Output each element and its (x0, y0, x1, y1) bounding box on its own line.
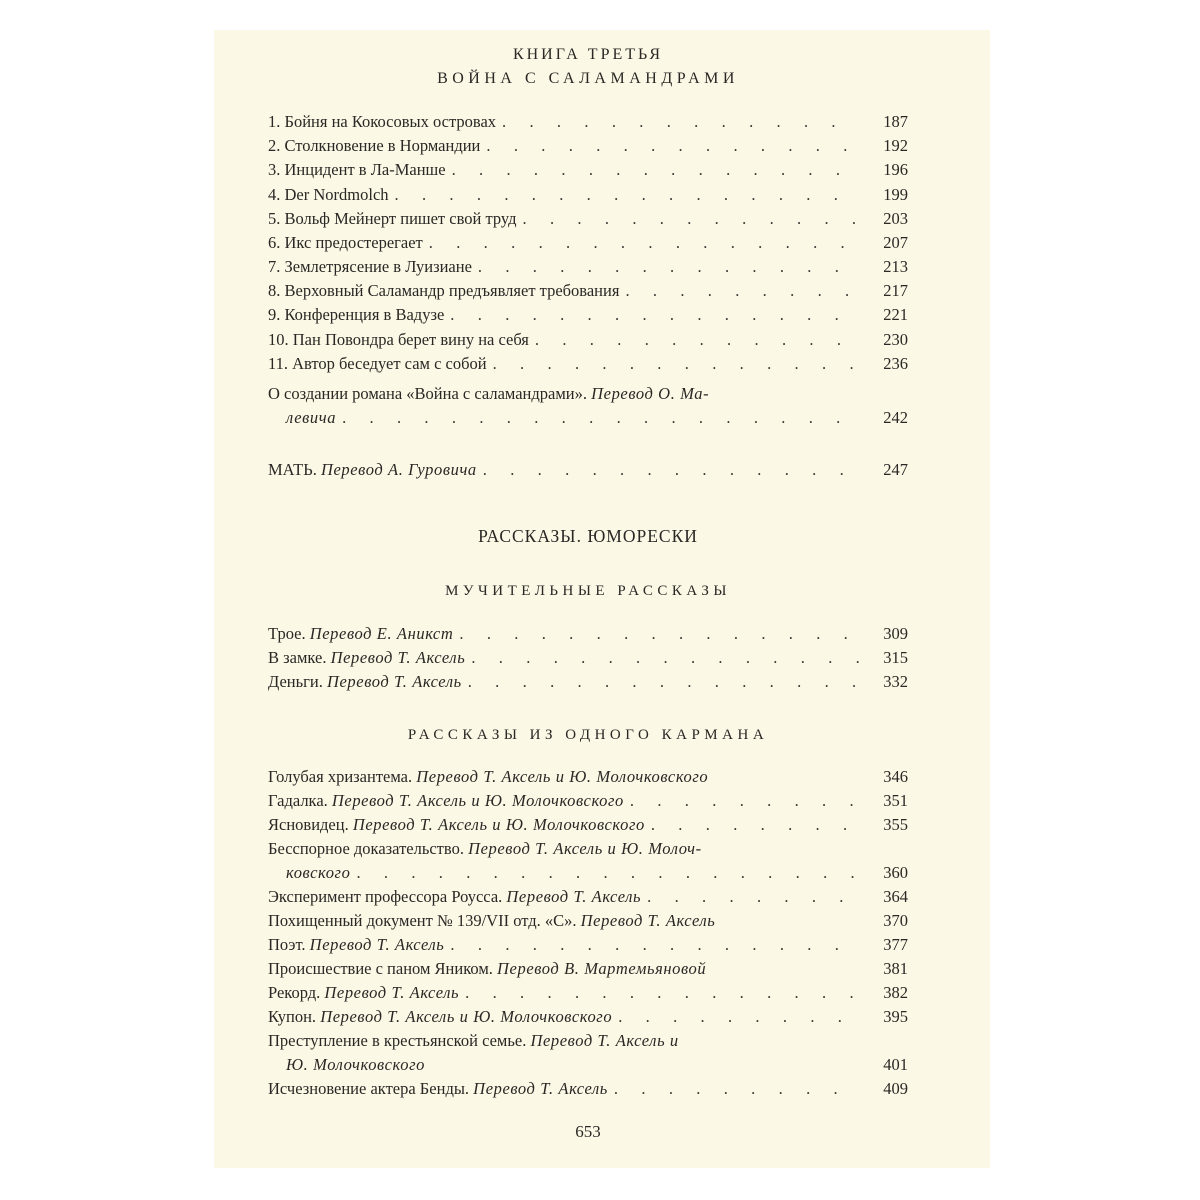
toc-row (268, 646, 908, 670)
leader-dots (446, 158, 860, 182)
chapter-list (268, 110, 908, 376)
toc-row (268, 304, 908, 328)
toc-row (268, 352, 908, 376)
page-number: 401 (883, 1055, 908, 1074)
leader-dots (477, 458, 860, 482)
toc-entry-title: МАТЬ. (268, 459, 317, 479)
toc-row (268, 933, 908, 957)
toc-entry-title: Похищенный документ № 139/VII отд. «С». (268, 911, 577, 930)
toc-row (268, 670, 908, 694)
toc-entry-line (268, 1029, 908, 1053)
leader-dots (423, 231, 860, 255)
page-number: 377 (883, 935, 908, 954)
toc-entry-title: Происшествие с паном Яником. (268, 959, 493, 978)
leader-dots (336, 406, 860, 430)
toc-row (268, 789, 908, 813)
toc-row (268, 1077, 908, 1101)
toc-row (268, 134, 908, 158)
toc-entry-title: 3. Инцидент в Ла-Манше (268, 160, 446, 180)
leader-dots (444, 303, 860, 327)
page-number: 381 (883, 959, 908, 978)
page-number: 370 (883, 911, 908, 930)
page-number: 309 (883, 623, 908, 643)
page-number: 247 (883, 459, 908, 479)
page-number: 360 (883, 863, 908, 882)
leader-dots (517, 207, 860, 231)
translator-credit: Перевод Т. Аксель и Ю. Молочковского (331, 791, 624, 810)
page-number: 242 (883, 408, 908, 428)
toc-row (268, 328, 908, 352)
toc-entry-title: 5. Вольф Мейнерт пишет свой труд (268, 208, 517, 228)
leader-dots (496, 110, 860, 134)
toc-entry-title: Эксперимент профессора Роусса. (268, 887, 503, 906)
translator-credit: Перевод Т. Аксель (506, 887, 642, 906)
mother-entry (268, 458, 908, 482)
toc-row (268, 861, 908, 885)
toc-row (268, 909, 908, 933)
translator-credit: Перевод Т. Аксель и Ю. Молочковского (320, 1007, 613, 1026)
leader-dots (453, 622, 860, 646)
leader-dots (487, 352, 860, 376)
page-number: 207 (883, 232, 908, 252)
translator-credit: Перевод О. Ма- (591, 384, 710, 403)
page-number: 409 (883, 1079, 908, 1098)
toc-entry-title: В замке. (268, 648, 327, 668)
toc-row (268, 622, 908, 646)
leader-dots (619, 279, 860, 303)
translator-credit: Перевод Т. Аксель (330, 648, 466, 668)
leader-dots (612, 1005, 860, 1029)
toc-row (268, 406, 908, 430)
leader-dots (350, 861, 860, 885)
toc-entry-title: 11. Автор беседует сам с собой (268, 353, 487, 373)
toc-entry-title: Трое. (268, 623, 306, 643)
leader-dots (645, 813, 860, 837)
toc-entry-title: 7. Землетрясение в Луизиане (268, 257, 472, 277)
toc-row (268, 765, 908, 789)
pocket-stories-list (268, 765, 908, 1101)
page-number: 217 (883, 281, 908, 301)
toc-row (268, 885, 908, 909)
page-number: 221 (883, 305, 908, 325)
toc-row (268, 279, 908, 303)
toc-row (268, 458, 908, 482)
toc-row (268, 1053, 908, 1077)
book-three-heading: КНИГА ТРЕТЬЯ (512, 46, 664, 63)
leader-dots (462, 670, 860, 694)
toc-entry-title: О создании романа «Война с саламандрами». (268, 384, 587, 403)
toc-entry-title: Голубая хризантема. (268, 767, 413, 786)
page-number: 199 (883, 184, 908, 204)
toc-entry-line (268, 382, 908, 406)
translator-credit: Перевод Т. Аксель и Ю. Молочковского (352, 815, 645, 834)
leader-dots (465, 646, 860, 670)
toc-row (268, 158, 908, 182)
page-number: 187 (883, 111, 908, 131)
toc-entry-title: 4. Der Nordmolch (268, 184, 389, 204)
toc-entry-title: Бесспорное доказательство. (268, 839, 464, 858)
translator-credit: Ю. Молочковского (286, 1055, 425, 1074)
toc-entry-title: Ясновидец. (268, 815, 349, 834)
translator-credit: Перевод Т. Аксель (580, 911, 716, 930)
leader-dots (459, 981, 860, 1005)
toc-row (268, 981, 908, 1005)
translator-credit: Перевод А. Гуровича (320, 459, 477, 479)
toc-row (268, 957, 908, 981)
page-number: 196 (883, 160, 908, 180)
translator-credit: Перевод Т. Аксель (309, 935, 445, 954)
toc-entry-title: 9. Конференция в Вадузе (268, 305, 445, 325)
leader-dots (444, 933, 860, 957)
page-number: 315 (883, 648, 908, 668)
toc-entry-title: Рекорд. (268, 983, 321, 1002)
toc-entry-title: Деньги. (268, 672, 323, 692)
toc-entry-title: 2. Столкновение в Нормандии (268, 136, 481, 156)
toc-entry-title: Гадалка. (268, 791, 328, 810)
toc-entry-title: Купон. (268, 1007, 317, 1026)
toc-row (268, 183, 908, 207)
stories-section-heading: РАССКАЗЫ. ЮМОРЕСКИ (478, 526, 698, 546)
page-number: 395 (883, 1007, 908, 1026)
page-number: 382 (883, 983, 908, 1002)
toc-row (268, 1005, 908, 1029)
toc-row (268, 813, 908, 837)
leader-dots (480, 134, 860, 158)
leader-dots (608, 1077, 860, 1101)
page-number: 236 (883, 353, 908, 373)
toc-row (268, 110, 908, 134)
page-number: 351 (883, 791, 908, 810)
page-number: 332 (883, 672, 908, 692)
toc-entry-title: Преступление в крестьянской семье. (268, 1031, 527, 1050)
translator-credit: Перевод Т. Аксель и Ю. Молочковского (416, 767, 709, 786)
toc-entry-title: Исчезновение актера Бенды. (268, 1079, 470, 1098)
toc-entry-title: Поэт. (268, 935, 306, 954)
translator-credit: Перевод Е. Аникст (309, 623, 454, 643)
page-number: 192 (883, 136, 908, 156)
translator-credit: Перевод Т. Аксель и (530, 1031, 679, 1050)
page-number: 230 (883, 329, 908, 349)
toc-entry-title: 10. Пан Повондра берет вину на себя (268, 329, 529, 349)
translator-credit: Перевод Т. Аксель (326, 672, 462, 692)
painful-stories-heading: МУЧИТЕЛЬНЫЕ РАССКАЗЫ (445, 583, 731, 599)
page-number: 346 (883, 767, 908, 786)
painful-stories-list (268, 622, 908, 695)
page-folio-number: 653 (575, 1122, 601, 1141)
leader-dots (389, 183, 860, 207)
toc-entry-title: 6. Икс предостерегает (268, 232, 423, 252)
translator-credit: Перевод В. Мартемьяновой (497, 959, 707, 978)
toc-entry-title: 1. Бойня на Кокосовых островах (268, 111, 497, 131)
page-number: 355 (883, 815, 908, 834)
leader-dots (472, 255, 860, 279)
translator-credit: Перевод Т. Аксель (324, 983, 460, 1002)
toc-row (268, 255, 908, 279)
toc-row (268, 207, 908, 231)
translator-credit: ковского (286, 863, 351, 882)
toc-entry-title: 8. Верховный Саламандр предъявляет требования (268, 281, 620, 301)
translator-credit: левича (286, 408, 337, 428)
pocket-stories-heading: РАССКАЗЫ ИЗ ОДНОГО КАРМАНА (407, 727, 769, 743)
translator-credit: Перевод Т. Аксель и Ю. Молоч- (468, 839, 702, 858)
translator-credit: Перевод Т. Аксель (473, 1079, 608, 1098)
toc-entry-line (268, 837, 908, 861)
about-novel-entry (268, 382, 908, 430)
leader-dots (529, 328, 860, 352)
leader-dots (641, 885, 860, 909)
war-with-newts-heading: ВОЙНА С САЛАМАНДРАМИ (437, 70, 739, 87)
leader-dots (624, 789, 860, 813)
page-number: 213 (883, 257, 908, 277)
page-number: 364 (883, 887, 908, 906)
page-number: 203 (883, 208, 908, 228)
toc-row (268, 231, 908, 255)
